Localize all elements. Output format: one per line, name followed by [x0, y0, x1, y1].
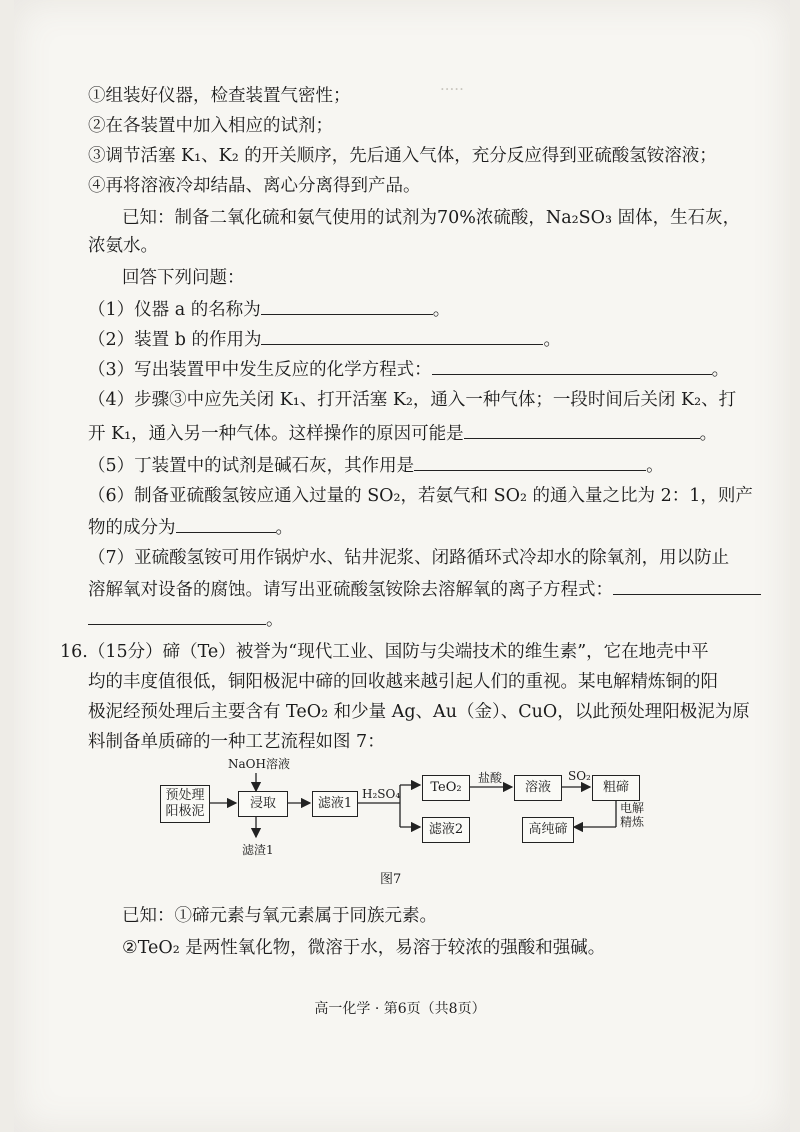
label-residue-1: 滤渣1: [242, 843, 274, 857]
label-naoh: NaOH溶液: [228, 757, 290, 771]
question-5-end: 。: [646, 456, 664, 476]
step-2: ②在各装置中加入相应的试剂；: [88, 116, 333, 136]
answer-blank-4[interactable]: [464, 420, 700, 439]
question-4-end: 。: [699, 424, 718, 444]
label-hydrochloric-acid: 盐酸: [478, 771, 503, 785]
box-crude-tellurium: 粗碲: [592, 775, 640, 801]
question-16-line3: 极泥经预处理后主要含有 TeO₂ 和少量 Ag、Au（金）、CuO，以此预处理阳极泥为原: [88, 702, 750, 722]
question-2: [88, 326, 561, 352]
answer-blank-7a[interactable]: [613, 576, 761, 595]
question-7-text: 溶解氧对设备的腐蚀。请写出亚硫酸氢铵除去溶解氧的离子方程式：: [88, 580, 613, 600]
step-1: ①组装好仪器，检查装置气密性；: [88, 86, 351, 106]
question-2-text: （2）装置 b 的作用为: [88, 330, 262, 350]
step-3: ③调节活塞 K₁、K₂ 的开关顺序，先后通入气体，充分反应得到亚硫酸氢铵溶液；: [88, 146, 717, 166]
question-2-end: 。: [543, 330, 561, 350]
label-electro-line1: 电解: [620, 801, 645, 815]
question-7-line2: [88, 576, 761, 602]
question-1: [88, 296, 450, 322]
answer-blank-7b[interactable]: [88, 606, 266, 625]
answer-blank-1[interactable]: [261, 296, 433, 315]
bleed-through-text: ·····: [440, 80, 464, 98]
question-3: [88, 356, 729, 382]
answer-blank-3[interactable]: [432, 356, 712, 375]
question-1-end: 。: [432, 300, 451, 320]
box-solution: 溶液: [514, 775, 562, 801]
box-filtrate-1: 滤液1: [312, 791, 358, 817]
step-4: ④再将溶液冷却结晶、离心分离得到产品。: [88, 176, 421, 196]
known-reagents-line2: 浓氨水。: [88, 236, 158, 256]
box-teo2: TeO₂: [422, 775, 470, 801]
question-4-text: 开 K₁，通入另一种气体。这样操作的原因可能是: [88, 424, 464, 444]
question-7-line3: [88, 606, 284, 632]
box-high-purity-tellurium: 高纯碲: [522, 817, 574, 843]
question-1-text: （1）仪器 a 的名称为: [88, 300, 261, 320]
page-footer: 高一化学 · 第6页（共8页）: [314, 1001, 486, 1017]
question-6-text: 物的成分为: [88, 518, 176, 538]
answer-prompt: 回答下列问题：: [122, 268, 245, 288]
known-16-line2: ②TeO₂ 是两性氧化物，微溶于水，易溶于较浓的强酸和强碱。: [122, 938, 606, 958]
answer-blank-2[interactable]: [261, 326, 543, 345]
question-5: [88, 452, 664, 478]
question-16-line2: 均的丰度值很低，铜阳极泥中碲的回收越来越引起人们的重视。某电解精炼铜的阳: [88, 672, 718, 692]
box-leach: 浸取: [238, 791, 288, 817]
question-3-end: 。: [711, 360, 730, 380]
label-electrorefining: [620, 801, 644, 829]
known-reagents-line1: 已知：制备二氧化硫和氨气使用的试剂为70%浓硫酸，Na₂SO₃ 固体，生石灰，: [122, 208, 741, 228]
question-6-line1: （6）制备亚硫酸氢铵应通入过量的 SO₂，若氨气和 SO₂ 的通入量之比为 2：1，则产: [88, 486, 753, 506]
box-filtrate-2: 滤液2: [422, 817, 470, 843]
label-electro-line2: 精炼: [620, 815, 645, 829]
process-flow-diagram: [150, 755, 670, 865]
question-5-text: （5）丁装置中的试剂是碱石灰，其作用是: [88, 456, 415, 476]
question-6-end: 。: [275, 518, 293, 538]
answer-blank-5[interactable]: [414, 452, 646, 471]
question-3-text: （3）写出装置甲中发生反应的化学方程式：: [88, 360, 432, 380]
box-pretreated-anode-mud: [160, 785, 210, 823]
question-7-end: 。: [266, 610, 284, 630]
question-7-line1: （7）亚硫酸氢铵可用作锅炉水、钻井泥浆、闭路循环式冷却水的除氧剂，用以防止: [88, 548, 730, 568]
question-16-line1: 16.（15分）碲（Te）被誉为“现代工业、国防与尖端技术的维生素”，它在地壳中平: [60, 642, 709, 662]
question-4-line2: [88, 420, 717, 446]
answer-blank-6[interactable]: [176, 514, 276, 533]
box-pretreat-line1: 预处理: [165, 788, 205, 803]
question-4-line1: （4）步骤③中应先关闭 K₁、打开活塞 K₂，通入一种气体；一段时间后关闭 K₂、打: [88, 390, 737, 410]
label-h2so4: H₂SO₄: [362, 787, 401, 801]
question-16-line4: 料制备单质碲的一种工艺流程如图 7：: [88, 732, 385, 752]
figure-caption: 图7: [380, 872, 402, 887]
box-pretreat-line2: 阳极泥: [165, 804, 205, 819]
label-so2: SO₂: [568, 769, 591, 783]
known-16-line1: 已知：①碲元素与氧元素属于同族元素。: [122, 906, 437, 926]
question-6-line2: [88, 514, 293, 540]
